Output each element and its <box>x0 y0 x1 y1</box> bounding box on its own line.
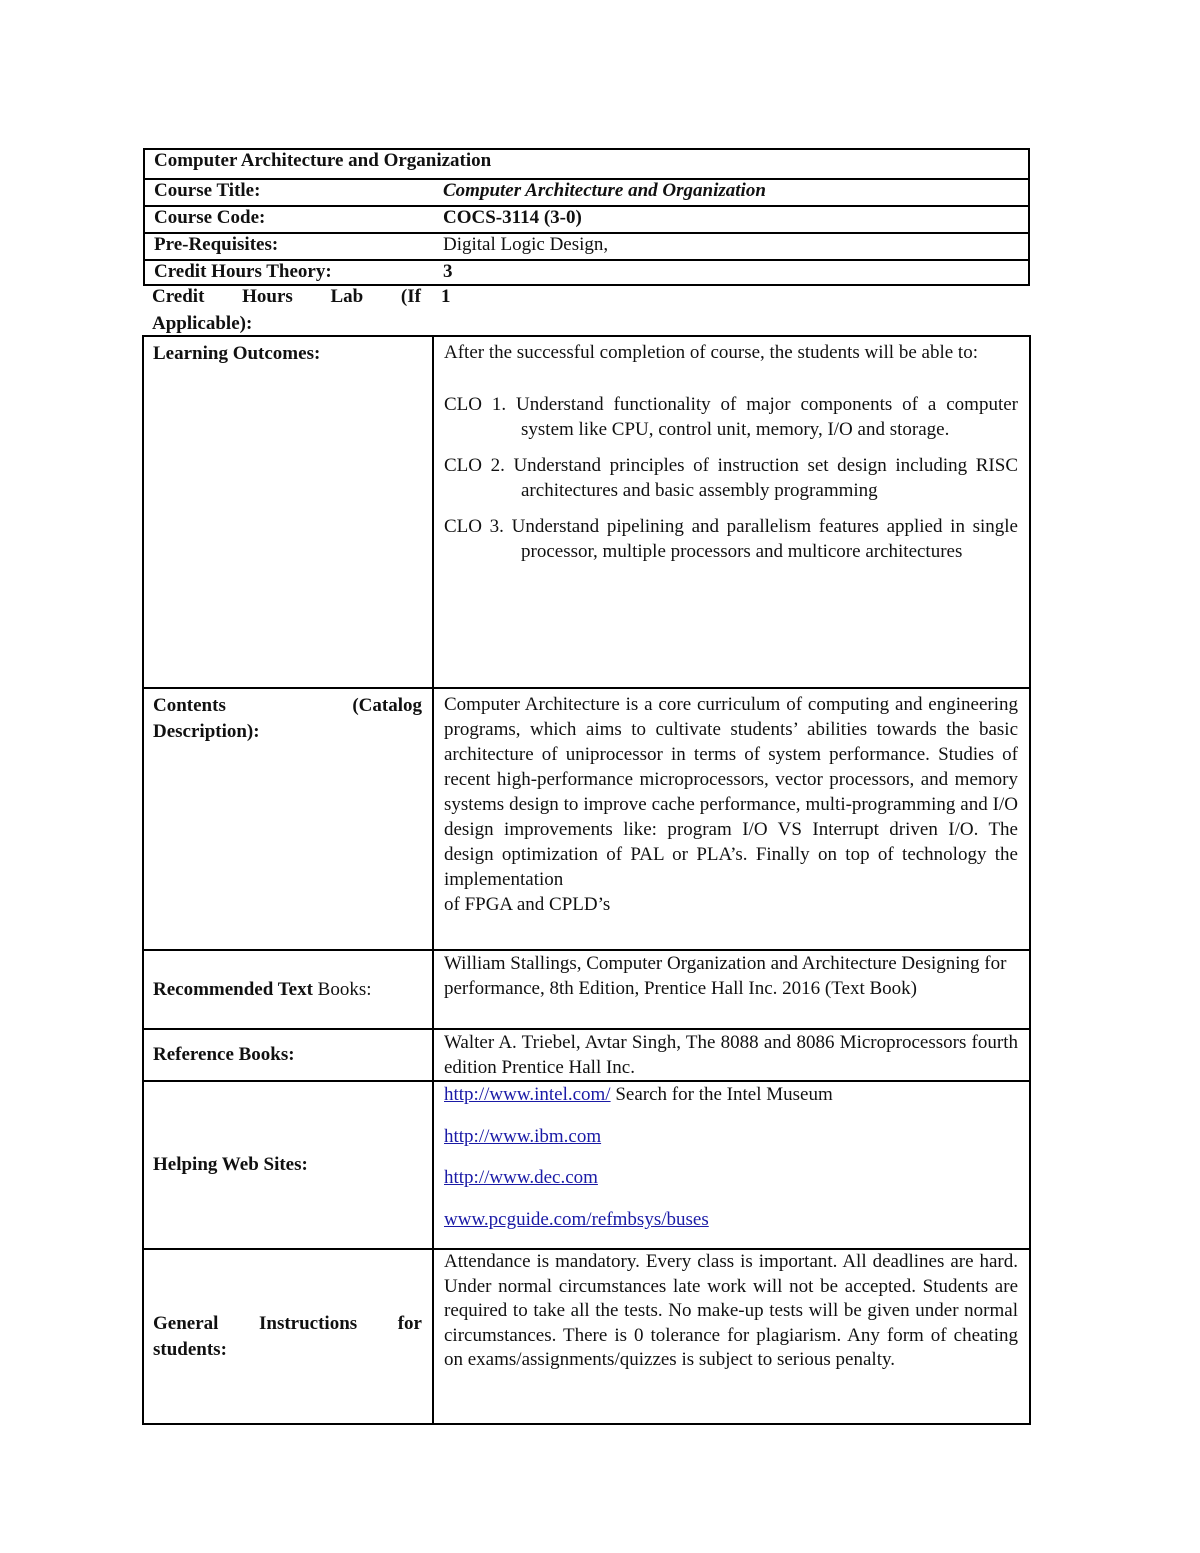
web-sites-list <box>434 1082 1029 1232</box>
course-heading: Computer Architecture and Organization <box>154 150 492 171</box>
learning-intro: After the successful completion of course, the students will be able to: <box>444 342 978 363</box>
general-instructions-content: Attendance is mandatory. Every class is important. All deadlines are hard. Under normal circumstances late work will not be accepted. Students are required to take all the tests. No make-up tests will be given under normal circumstances. There is 0 tolerance for plagiarism. Any form of cheating on exams/assignments/quizzes is subject to serious penalty. <box>444 1251 1018 1370</box>
lab-word-4: (If <box>400 286 421 307</box>
contents-text-last: of FPGA and CPLD’s <box>444 894 611 915</box>
prerequisites-value: Digital Logic Design, <box>443 234 609 255</box>
text-books-row <box>143 950 1030 1029</box>
course-code-row <box>143 205 1030 232</box>
lab-line-2: Applicable): <box>152 313 253 334</box>
prerequisites-label: Pre-Requisites: <box>154 234 279 255</box>
credit-hours-lab-label <box>152 283 442 337</box>
reference-books-row <box>143 1029 1030 1081</box>
lab-word-1: Credit <box>152 286 205 307</box>
general-instructions-label: General Instructions for students: <box>153 1312 422 1360</box>
credit-hours-theory-label: Credit Hours Theory: <box>154 261 332 282</box>
clo-1: CLO 1. Understand functionality of major components of a computer system like CPU, control unit, memory, I/O and storage. <box>444 394 1018 440</box>
clo-2: CLO 2. Understand principles of instruction set design including RISC architectures and basic assembly programming <box>444 455 1018 501</box>
intel-link[interactable]: http://www.intel.com/ <box>444 1084 611 1105</box>
credit-hours-lab-value: 1 <box>441 286 451 307</box>
credit-hours-theory-row <box>143 259 1030 286</box>
course-details-table <box>142 335 1031 1425</box>
contents-row <box>143 688 1030 950</box>
contents-description <box>434 689 1029 917</box>
web-sites-row <box>143 1081 1030 1249</box>
prerequisites-row <box>143 232 1030 259</box>
web-sites-label: Helping Web Sites: <box>153 1154 308 1175</box>
course-heading-row <box>143 148 1030 178</box>
text-books-label: Recommended Text Books: <box>153 978 372 1000</box>
course-code-value: COCS-3114 (3-0) <box>443 207 582 228</box>
lab-word-2: Hours <box>242 286 293 307</box>
lab-word-3: Lab <box>330 286 364 307</box>
learning-outcomes-row <box>143 336 1030 688</box>
learning-outcomes-label: Learning Outcomes: <box>153 343 321 364</box>
text-books-content: William Stallings, Computer Organization and Architecture Designing for performance, 8th Edition, Prentice Hall Inc. 2016 (Text Book) <box>444 953 1007 999</box>
pcguide-link[interactable]: www.pcguide.com/refmbsys/buses <box>444 1209 709 1230</box>
contents-label: Contents (Catalog Description): <box>153 695 422 742</box>
reference-books-label: Reference Books: <box>153 1044 295 1065</box>
course-code-label: Course Code: <box>154 207 266 228</box>
clo-3: CLO 3. Understand pipelining and parallelism features applied in single processor, multiple processors and multicore architectures <box>444 516 1018 562</box>
dec-link[interactable]: http://www.dec.com <box>444 1167 598 1188</box>
contents-text: Computer Architecture is a core curriculum of computing and engineering programs, which aims to cultivate students’ abilities towards the basic architecture of uniprocessor in terms of system performance. Studies of recent high-performance microprocessors, vector processors, and memory systems design to improve cache performance, multi-programming and I/O design improvements like: program I/O VS Interrupt driven I/O. The design optimization of PAL or PLA’s. Finally on top of technology the implementation <box>444 694 1018 890</box>
learning-outcomes-content <box>434 337 1029 564</box>
course-title-value: Computer Architecture and Organization <box>443 180 766 201</box>
course-title-label: Course Title: <box>154 180 261 201</box>
general-instructions-row <box>143 1249 1030 1424</box>
reference-books-content: Walter A. Triebel, Avtar Singh, The 8088 and 8086 Microprocessors fourth edition Prentice Hall Inc. <box>444 1032 1018 1078</box>
course-title-row <box>143 178 1030 205</box>
ibm-link[interactable]: http://www.ibm.com <box>444 1126 602 1147</box>
course-info-block <box>143 148 1030 286</box>
intel-note: Search for the Intel Museum <box>610 1084 833 1105</box>
credit-hours-theory-value: 3 <box>443 261 453 282</box>
